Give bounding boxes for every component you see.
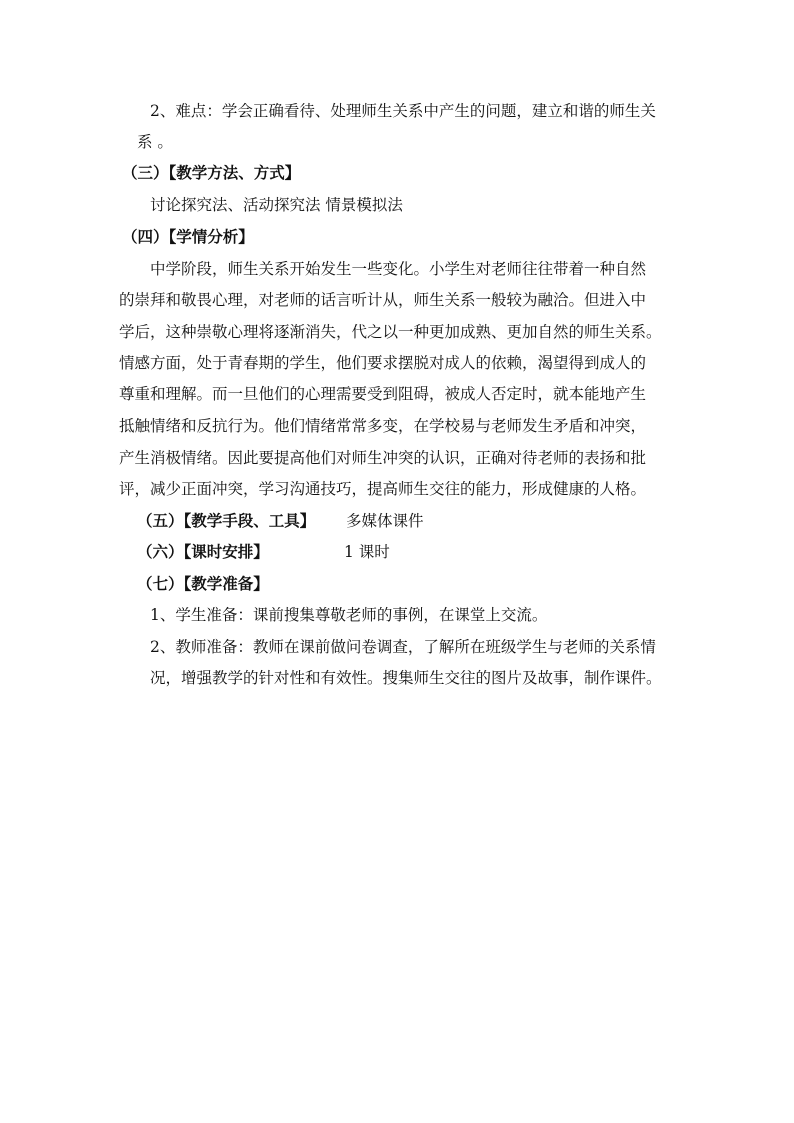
section5-heading: （五）【教学手段、工具】 [137, 511, 316, 530]
section4-paragraph-line-8: 评，减少正面冲突，学习沟通技巧，提高师生交往的能力，形成健康的人格。 [119, 480, 647, 498]
difficulty-line-2: 系 。 [137, 133, 173, 151]
difficulty-line-1: 2、难点：学会正确看待、处理师生关系中产生的问题，建立和谐的师生关 [150, 102, 656, 120]
section4-paragraph-line-1: 中学阶段，师生关系开始发生一些变化。小学生对老师往往带着一种自然 [150, 260, 647, 278]
section4-paragraph-line-3: 学后，这种崇敬心理将逐渐消失，代之以一种更加成熟、更加自然的师生关系。 [119, 323, 662, 341]
section7-item-2-line-2: 况，增强教学的针对性和有效性。搜集师生交往的图片及故事，制作课件。 [150, 669, 662, 687]
section3-content: 讨论探究法、活动探究法 情景模拟法 [150, 196, 403, 214]
section6-heading: （六）【课时安排】 [137, 542, 269, 561]
section4-paragraph-line-7: 产生消极情绪。因此要提高他们对师生冲突的认识，正确对待老师的表扬和批 [119, 449, 647, 467]
section6-value: 1 课时 [344, 543, 390, 561]
section7-item-1: 1、学生准备：课前搜集尊敬老师的事例，在课堂上交流。 [150, 606, 548, 624]
section5-value: 多媒体课件 [346, 512, 424, 530]
section7-heading: （七）【教学准备】 [137, 574, 269, 593]
section4-paragraph-line-5: 尊重和理解。而一旦他们的心理需要受到阻碍，被成人否定时，就本能地产生 [119, 385, 647, 403]
section4-paragraph-line-2: 的崇拜和敬畏心理，对老师的话言听计从，师生关系一般较为融洽。但进入中 [119, 291, 647, 309]
section4-paragraph-line-4: 情感方面，处于青春期的学生，他们要求摆脱对成人的依赖，渴望得到成人的 [119, 354, 647, 372]
section7-item-2-line-1: 2、教师准备：教师在课前做问卷调查，了解所在班级学生与老师的关系情 [150, 638, 656, 656]
section4-paragraph-line-6: 抵触情绪和反抗行为。他们情绪常常多变，在学校易与老师发生矛盾和冲突， [119, 417, 647, 435]
section4-heading: （四）【学情分析】 [122, 227, 254, 246]
section3-heading: （三）【教学方法、方式】 [122, 163, 301, 182]
